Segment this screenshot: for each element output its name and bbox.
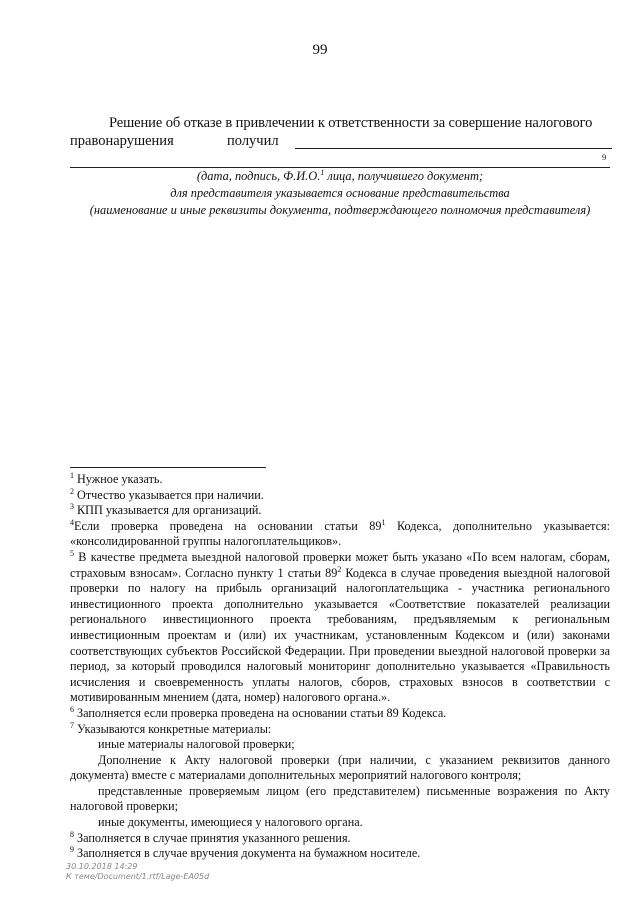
footnote-7: $^7$ Указываются конкретные материалы:	[70, 720, 272, 736]
received-label: получил	[227, 133, 279, 149]
stamp-path: К теме/Document/1.rtf/Lage-EA05d	[66, 872, 210, 881]
caption-line-2: для представителя указывается основание представительства	[170, 186, 510, 200]
page-number: 99	[312, 42, 328, 58]
document-stamp	[66, 862, 209, 882]
footnote-4: $^4$Если проверка проведена на основании статьи $89^1$ Кодекса, дополнительно указывается: «консолидированной группы налогоплательщиков».	[70, 517, 610, 549]
footnotes	[70, 472, 610, 862]
caption-line-1: (дата, подпись, Ф.И.О.$^1$ лица, получившего документ;	[196, 168, 484, 183]
stamp-datetime: 30.10.2018 14:29	[66, 862, 138, 871]
footnote-7-item-3: представленные проверяемым лицом (его представителем) письменные возражения по Акту налоговой проверки;	[70, 783, 610, 814]
footnote-5: $^5$ В качестве предмета выездной налоговой проверки может быть указано «По всем налогам, сборам, страховым взносам». Согласно пункту 1 статьи $89^2$ Кодекса в случае проведения выездной налоговой проверки по налогу на прибыль организаций налогоплательщика - участника регионального инвестиционного проекта дополнительно указывается «Соответствие показателей реализации регионального инвестиционного проекта требованиям, предъявляемым к региональным инвестиционным проектам и (или) их участникам, установленным Кодексом и (или) законами соответствующих субъектов Российской Федерации. При проведении выездной налоговой проверки за период, за который проводился налоговый мониторинг дополнительно указывается «Правильность исчисления и своевременность уплаты налогов, сборов, страховых взносов в соответствии с мотивированным мнением (дата, номер) налогового органа.».	[70, 548, 611, 705]
footnote-7-item-1: иные материалы налоговой проверки;	[98, 737, 295, 752]
field-caption	[60, 168, 620, 219]
received-blank-line	[295, 148, 612, 149]
footnote-separator	[70, 467, 266, 468]
footnote-6: $^6$ Заполняется если проверка проведена на основании статьи 89 Кодекса.	[70, 704, 447, 720]
footnote-9: $^9$ Заполняется в случае вручения документа на бумажном носителе.	[70, 845, 421, 861]
title-offense-word: правонарушения	[70, 133, 174, 149]
title-line-1: Решение об отказе в привлечении к ответственности за совершение налогового	[109, 115, 593, 131]
footnote-8: $^8$ Заполняется в случае принятия указанного решения.	[70, 829, 351, 845]
footnote-7-item-2: Дополнение к Акту налоговой проверки (при наличии, с указанием реквизитов данного документа) вместе с материалами дополнительных мероприятий налогового контроля;	[70, 752, 610, 783]
footnote-7-item-4: иные документы, имеющиеся у налогового органа.	[98, 815, 363, 830]
footnote-1: $^1$ Нужное указать.	[70, 471, 163, 486]
footnote-ref-9: 9	[602, 152, 607, 162]
title-line-2	[70, 132, 612, 150]
footnote-2: $^2$ Отчество указывается при наличии.	[70, 486, 264, 502]
footnote-3: $^3$ КПП указывается для организаций.	[70, 502, 262, 518]
caption-line-3: (наименование и иные реквизиты документа, подтверждающего полномочия представителя)	[89, 203, 591, 217]
document-title	[70, 114, 612, 150]
